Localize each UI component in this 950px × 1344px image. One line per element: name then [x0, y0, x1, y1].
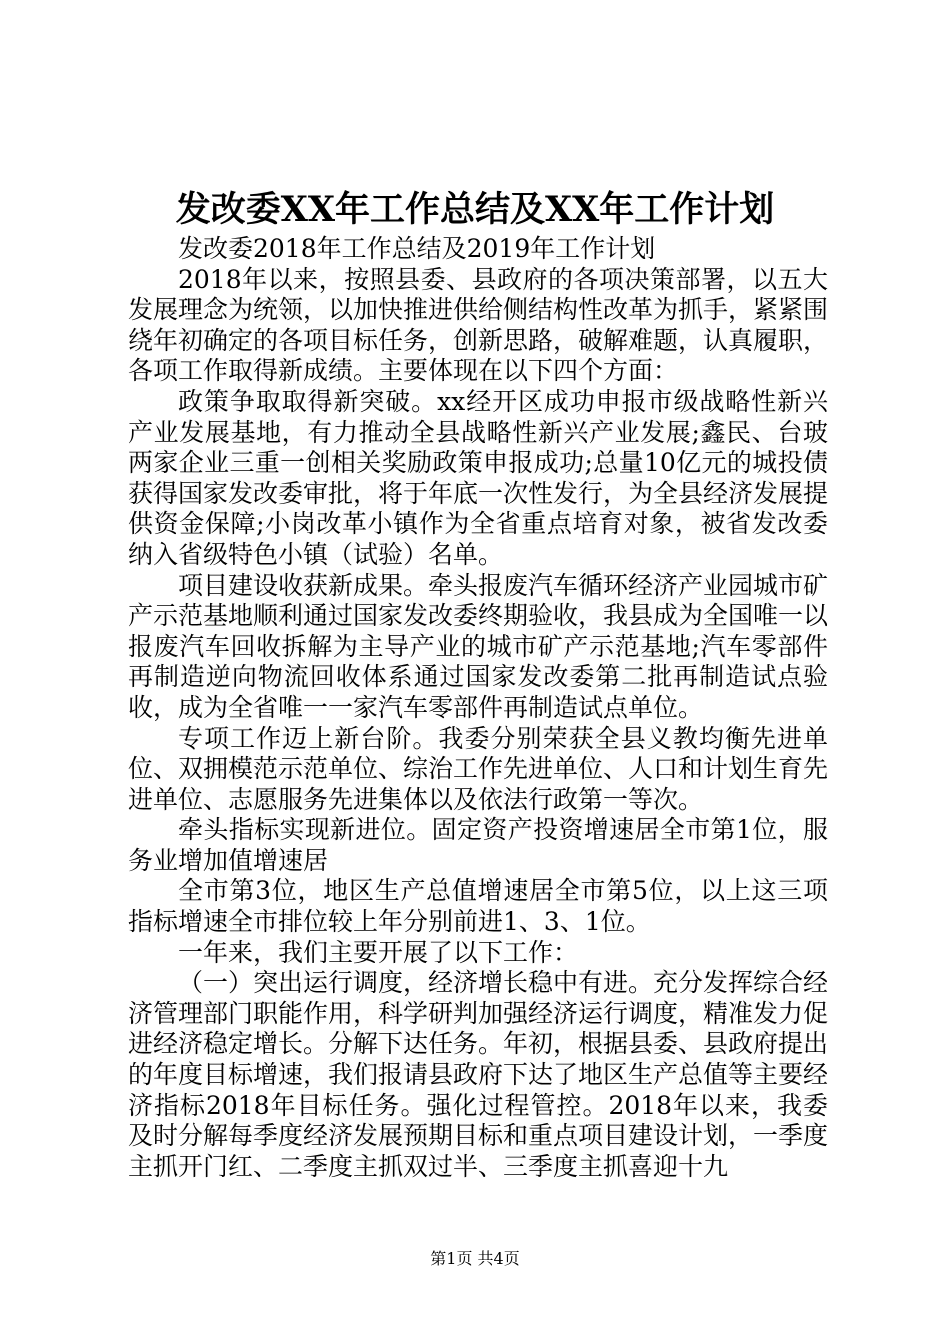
document-body	[128, 234, 828, 1182]
paragraph-subtitle: 发改委2018年工作总结及2019年工作计划	[178, 234, 656, 263]
paragraph-policy: 政策争取取得新突破。xx经开区成功申报市级战略性新兴产业发展基地，有力推动全县战略性新兴产业发展;鑫民、台玻两家企业三重一创相关奖励政策申报成功;总量10亿元的城投债获得国家发改委审批，将于年底一次性发行，为全县经济发展提供资金保障;小岗改革小镇作为全省重点培育对象，被省发改委纳入省级特色小镇（试验）名单。	[128, 386, 829, 569]
paragraph-indicators-continued: 全市第3位，地区生产总值增速居全市第5位，以上这三项指标增速全市排位较上年分别前进1、3、1位。	[128, 876, 828, 937]
paragraph-section-1: （一）突出运行调度，经济增长稳中有进。充分发挥综合经济管理部门职能作用，科学研判加强经济运行调度，精准发力促进经济稳定增长。分解下达任务。年初，根据县委、县政府提出的年度目标增速，我们报请县政府下达了地区生产总值等主要经济指标2018年目标任务。强化过程管控。2018年以来，我委及时分解每季度经济发展预期目标和重点项目建设计划，一季度主抓开门红、二季度主抓双过半、三季度主抓喜迎十九	[128, 968, 829, 1181]
paragraph-work-intro: 一年来，我们主要开展了以下工作：	[178, 937, 579, 967]
page-number-footer: 第1页 共4页	[430, 1249, 520, 1268]
paragraph-intro: 2018年以来，按照县委、县政府的各项决策部署，以五大发展理念为统领，以加快推进供给侧结构性改革为抓手，紧紧围绕年初确定的各项目标任务，创新思路，破解难题，认真履职，各项工作取得新成绩。主要体现在以下四个方面：	[128, 264, 829, 386]
paragraph-projects: 项目建设收获新成果。牵头报废汽车循环经济产业园城市矿产示范基地顺利通过国家发改委终期验收，我县成为全国唯一以报废汽车回收拆解为主导产业的城市矿产示范基地;汽车零部件再制造逆向物流回收体系通过国家发改委第二批再制造试点验收，成为全省唯一一家汽车零部件再制造试点单位。	[128, 570, 829, 722]
paragraph-special-work: 专项工作迈上新台阶。我委分别荣获全县义教均衡先进单位、双拥模范示范单位、综治工作先进单位、人口和计划生育先进单位、志愿服务先进集体以及依法行政第一等次。	[128, 723, 829, 814]
document-title: 发改委XX年工作总结及XX年工作计划	[175, 189, 775, 230]
paragraph-indicators: 牵头指标实现新进位。固定资产投资增速居全市第1位，服务业增加值增速居	[128, 815, 828, 875]
